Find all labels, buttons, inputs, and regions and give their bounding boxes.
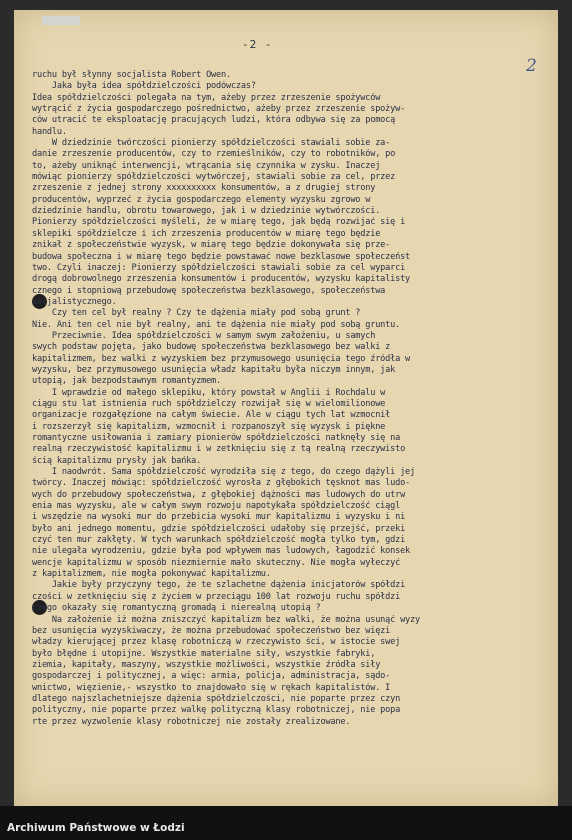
document-line: rte przez wyzwolenie klasy robotniczej nie zostały zrealizowane. bbox=[32, 716, 351, 727]
document-line: czego okazały się romantyczną gromadą i nierealną utopią ? bbox=[32, 603, 321, 614]
document-line: bez usunięcia wyzyskiwaczy, że można przebudować społeczeństwo bez więzi bbox=[32, 625, 391, 636]
document-line: producentów, wyprzeć z życia gospodarczego elementy wyzysku zgrowo w bbox=[32, 194, 371, 205]
document-line: enia mas wyzysku, ale w całym swym rozwoju napotykała spółdzielczość ciągl bbox=[32, 501, 401, 512]
archive-name-label: Archiwum Państwowe w Łodzi bbox=[7, 822, 185, 834]
document-line: władzy kierującej przez klasę robotniczą w rzeczywisto ści, w istocie swej bbox=[32, 637, 401, 648]
document-line: I wprawdzie od małego sklepiku, który powstał w Anglii i Rochdalu w bbox=[32, 387, 386, 398]
document-line: i rozszerzył się kapitalizm, wzmocnił i rozpanoszył się wyzysk i piękne bbox=[32, 421, 386, 432]
document-line: Pionierzy spółdzielczości myśleli, że w miarę tego, jak będą rozwijać się i bbox=[32, 217, 406, 228]
document-line: polityczny, nie poparte przez walkę polityczną klasy robotniczej, nie popa bbox=[32, 705, 401, 716]
document-line: two. Czyli inaczej: Pionierzy spółdzielczości stawiali sobie za cel wyparci bbox=[32, 262, 406, 273]
document-line: dziedzinie handlu, obrotu towarowego, jak i w dziedzinie wytwórczości. bbox=[32, 206, 381, 217]
document-line: W dziedzinie twórczości pionierzy spółdzielczości stawiali sobie za- bbox=[32, 138, 391, 149]
document-line: dlatego najszlachetniejsze dążenia spółdzielczości, nie poparte przez czyn bbox=[32, 693, 401, 704]
document-line: i wszędzie na wysoki mur do przebicia wysoki mur kapitalizmu i wyzysku i ni bbox=[32, 512, 406, 523]
document-line: twórcy. Inaczej mówiąc: spółdzielczość wyrosła z głębokich tęsknot mas ludo- bbox=[32, 478, 411, 489]
document-line: I naodwrót. Sama spółdzielczość wyrodziła się z tego, do czego dążyli jej bbox=[32, 467, 415, 478]
document-body-text bbox=[32, 70, 552, 728]
document-line: gospodarczej i politycznej, a więc: armia, policja, administracja, sądo- bbox=[32, 671, 391, 682]
document-line: wencje kapitalizmu w sposób niezmiernie mało skuteczny. Nie mogła wyłeczyć bbox=[32, 557, 401, 568]
document-line: danie zrzeszenie producentów, czy to rzemieślników, czy to robotników, po bbox=[32, 149, 396, 160]
document-line: wytrącić z życia gospodarczego pośrednictwo, ażeby przez zrzeszenie spożyw- bbox=[32, 104, 406, 115]
page-number: -2 - bbox=[242, 38, 273, 51]
document-line: wych do przebudowy społeczeństwa, z głębokiej dążności mas ludowych do utrw bbox=[32, 489, 406, 500]
document-line: Jakie były przyczyny tego, że te szlachetne dążenia inicjatorów spółdzi bbox=[32, 580, 406, 591]
document-line: czości w zetknięciu się z życiem w przeciągu 100 lat rozwoju ruchu spółdzi bbox=[32, 591, 401, 602]
archive-footer-bar bbox=[0, 806, 572, 840]
document-line: Idea spółdzielczości polegała na tym, ażeby przez zrzeszenie spożywców bbox=[32, 92, 381, 103]
document-line: Nie. Ani ten cel nie był realny, ani te dążenia nie miały pod sobą gruntu. bbox=[32, 319, 401, 330]
document-line: Na założenie iż można zniszczyć kapitalizm bez walki, że można usunąć wyzy bbox=[32, 614, 420, 625]
document-line: ziemia, kapitały, maszyny, wszystkie możliwości, wszystkie źródła siły bbox=[32, 659, 381, 670]
document-line: organizacje rozgałęzione na całym świecie. Ale w ciągu tych lat wzmocnił bbox=[32, 410, 391, 421]
document-line: budowa społeczna i w miarę tego będzie powstawać nowe bezklasowe społeczeńst bbox=[32, 251, 411, 262]
document-page bbox=[14, 10, 558, 806]
document-line: Czy ten cel był realny ? Czy te dążenia miały pod sobą grunt ? bbox=[32, 308, 361, 319]
document-line: handlu. bbox=[32, 126, 67, 137]
document-line: realną rzeczywistość kapitalizmu i w zetknięciu się z tą realną rzeczywisto bbox=[32, 444, 406, 455]
document-line: było błędne i utopijne. Wszystkie materialne siły, wszystkie fabryki, bbox=[32, 648, 376, 659]
document-line: socjalistycznego. bbox=[32, 296, 117, 307]
handwritten-page-number: 2 bbox=[526, 56, 537, 76]
document-line: ców utracić te eksploatację pracujących ludzi, która odbywa się za pomocą bbox=[32, 115, 396, 126]
document-line: znikał z społeczeństwie wyzysk, w miarę tego będzie dokonywała się prze- bbox=[32, 240, 391, 251]
document-line: sklepiki spółdzielcze i ich zrzeszenia producentów w miarę tego będzie bbox=[32, 228, 381, 239]
document-line: Przeciwnie. Idea spółdzielczości w samym swym założeniu, u samych bbox=[32, 330, 376, 341]
document-line: drogą dobrowolnego zrzeszenia konsumentów i producentów, wyzysku kapitalisty bbox=[32, 274, 411, 285]
document-line: ruchu był słynny socjalista Robert Owen. bbox=[32, 70, 231, 80]
document-line: swych podstaw pojęta, jako budowę społeczeństwa bezklasowego bez walki z bbox=[32, 342, 391, 353]
document-line: czyć ten mur zakłęty. W tych warunkach spółdzielczość mogła tylko tym, gdzi bbox=[32, 535, 406, 546]
document-line: z kapitalizmem, nie mogła pokonywać kapitalizmu. bbox=[32, 569, 271, 580]
document-line: wnictwo, więzienie,- wszystko to znajdowało się w rękach kapitalistów. I bbox=[32, 682, 391, 693]
document-line: zrzeszenie z jednej strony xxxxxxxxxx konsumentów, a z drugiej strony bbox=[32, 183, 376, 194]
document-line: Jaka była idea spółdzielczości podówczas? bbox=[32, 81, 256, 92]
document-line: ciągu stu lat istnienia ruch spółdzielczy rozwijał się w wielomilionowe bbox=[32, 398, 386, 409]
document-line: mówiąc pionierzy spółdzielczości wytwórczej, stawiali sobie za cel, przez bbox=[32, 172, 396, 183]
document-line: kapitalizmem, bez walki z wyzyskiem bez przymusowego usunięcia tego źródła w bbox=[32, 353, 411, 364]
document-line: nie ulegała wyrodzeniu, gdzie była pod wpływem mas ludowych, łagodzić konsek bbox=[32, 546, 411, 557]
document-line: romantyczne usiłowania i zamiary pionierów spółdzielczości natknęły się na bbox=[32, 433, 401, 443]
document-line: utopią, jak bezpodstawnym romantyzmem. bbox=[32, 376, 222, 387]
document-line: to, ażeby uniknąć interwencji, wtrącania się czynnika w zysku. Inaczej bbox=[32, 160, 381, 171]
document-line: cznego i stopniową przebudowę społeczeństwa bezklasowego, społeczeństwa bbox=[32, 285, 386, 296]
document-line: ścią kapitalizmu prysły jak bańka. bbox=[32, 455, 202, 466]
document-line: było ani jednego momentu, gdzie spółdzielczości udałoby się przejść, przeki bbox=[32, 523, 406, 534]
tape-strip bbox=[42, 16, 80, 25]
document-line: wyzysku, bez przymusowego usunięcia władz kapitału była niczym innym, jak bbox=[32, 364, 396, 375]
